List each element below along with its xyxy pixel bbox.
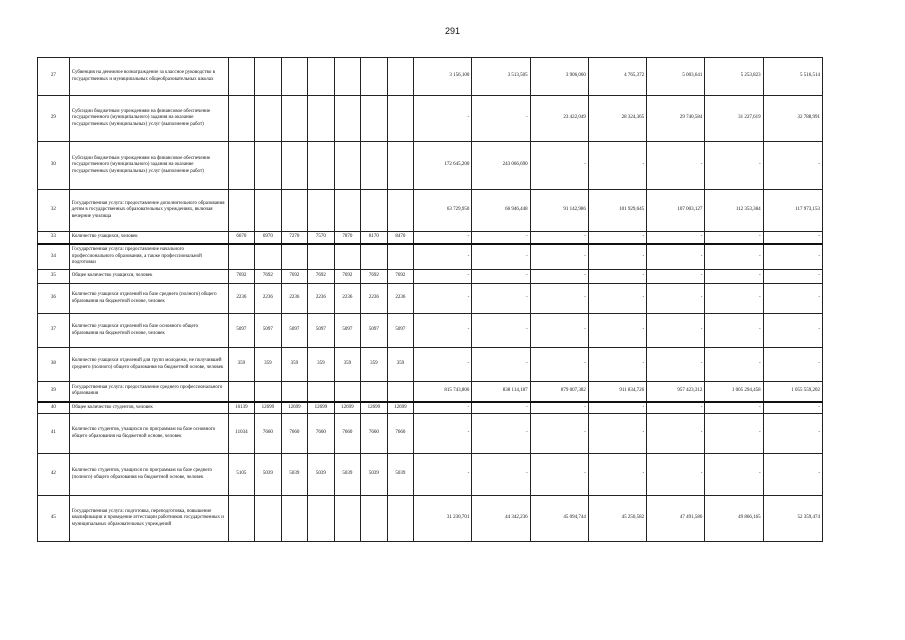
row-description: Количество учащихся отделений для групп молодежи, не получившей среднего (полного) общего образования на бюджетной основе, человек [69,348,228,382]
count-cell: 5097 [334,314,360,348]
amount-cell: - [530,270,588,284]
count-cell: 359 [308,348,334,382]
count-cell: 5039 [255,454,281,496]
count-cell: 7660 [281,414,307,454]
amount-cell: - [705,402,763,414]
amount-cell: - [647,314,705,348]
amount-cell: - [588,232,646,244]
row-number: 30 [38,142,70,190]
amount-cell: - [588,284,646,314]
row-number: 29 [38,96,70,142]
count-cell: 12699 [334,402,360,414]
amount-cell: 66 946,448 [472,190,530,232]
count-cell [281,244,307,270]
amount-cell: - [763,402,822,414]
table-row [38,414,823,454]
count-cell [387,496,413,542]
amount-cell: - [647,414,705,454]
amount-cell: - [588,414,646,454]
count-cell: 359 [255,348,281,382]
count-cell: 2236 [228,284,254,314]
count-cell: 7692 [387,270,413,284]
count-cell: 359 [361,348,387,382]
count-cell: 7692 [281,270,307,284]
amount-cell: 29 740,584 [647,96,705,142]
amount-cell: 52 359,474 [763,496,822,542]
amount-cell: - [705,414,763,454]
count-cell [387,96,413,142]
amount-cell: - [705,270,763,284]
row-number: 37 [38,314,70,348]
row-number: 41 [38,414,70,454]
count-cell [281,96,307,142]
count-cell: 7660 [308,414,334,454]
count-cell: 359 [334,348,360,382]
amount-cell: - [414,414,472,454]
row-number: 32 [38,190,70,232]
amount-cell: - [647,402,705,414]
amount-cell: - [763,314,822,348]
amount-cell: 31 230,701 [414,496,472,542]
row-number: 34 [38,244,70,270]
amount-cell: - [647,284,705,314]
amount-cell: - [530,414,588,454]
amount-cell: - [530,402,588,414]
row-number: 27 [38,58,70,96]
count-cell [361,58,387,96]
count-cell [361,496,387,542]
amount-cell: 45 250,582 [588,496,646,542]
row-description: Количество студентов, учащихся по программам на базе основного общего образования на бюджетной основе, человек [69,414,228,454]
table-row [38,314,823,348]
amount-cell: - [530,244,588,270]
count-cell: 5097 [387,314,413,348]
count-cell: 7692 [361,270,387,284]
count-cell: 11034 [228,414,254,454]
count-cell: 359 [228,348,254,382]
count-cell: 2236 [361,284,387,314]
amount-cell: - [414,270,472,284]
count-cell [387,382,413,402]
table-row [38,244,823,270]
amount-cell: - [472,270,530,284]
count-cell: 6970 [255,232,281,244]
table-body [38,58,823,542]
count-cell: 6670 [228,232,254,244]
count-cell: 5097 [255,314,281,348]
table-row [38,270,823,284]
amount-cell: 879 007,382 [530,382,588,402]
amount-cell: - [414,244,472,270]
count-cell [308,58,334,96]
amount-cell: 3 906,060 [530,58,588,96]
count-cell [387,142,413,190]
table-row [38,348,823,382]
count-cell [308,142,334,190]
row-description: Количество учащихся отделений на базе среднего (полного) общего образования на бюджетной основе, человек [69,284,228,314]
amount-cell: 47 491,586 [647,496,705,542]
amount-cell: - [414,454,472,496]
amount-cell: 117 973,153 [763,190,822,232]
amount-cell: - [588,348,646,382]
amount-cell: 49 866,165 [705,496,763,542]
amount-cell: - [763,414,822,454]
amount-cell: - [705,348,763,382]
row-number: 45 [38,496,70,542]
count-cell: 7570 [308,232,334,244]
count-cell: 359 [387,348,413,382]
count-cell: 12699 [281,402,307,414]
amount-cell: 1 005 294,458 [705,382,763,402]
count-cell [228,58,254,96]
count-cell [308,382,334,402]
count-cell: 8170 [361,232,387,244]
amount-cell: - [414,402,472,414]
row-description: Государственная услуга: подготовка, переподготовка, повышение квалификации и проведение аттестации работников государственных и муниципальных образовательных учреждений [69,496,228,542]
count-cell: 7660 [387,414,413,454]
count-cell [308,96,334,142]
amount-cell: - [705,314,763,348]
row-description: Общее количество учащихся, человек [69,270,228,284]
count-cell [255,496,281,542]
count-cell: 12699 [361,402,387,414]
count-cell [361,382,387,402]
amount-cell: 1 055 559,202 [763,382,822,402]
table-row [38,142,823,190]
count-cell: 7692 [228,270,254,284]
count-cell [255,58,281,96]
count-cell: 8470 [387,232,413,244]
count-cell: 5039 [334,454,360,496]
amount-cell: - [472,284,530,314]
table-row [38,402,823,414]
count-cell [361,142,387,190]
amount-cell: 32 788,991 [763,96,822,142]
amount-cell: - [763,270,822,284]
count-cell: 7660 [334,414,360,454]
count-cell [334,96,360,142]
count-cell [308,496,334,542]
count-cell [308,190,334,232]
count-cell: 5105 [228,454,254,496]
count-cell: 5039 [281,454,307,496]
amount-cell: - [763,142,822,190]
count-cell [228,496,254,542]
row-number: 35 [38,270,70,284]
count-cell: 2236 [308,284,334,314]
row-number: 39 [38,382,70,402]
amount-cell: 957 423,312 [647,382,705,402]
amount-cell: 91 142,986 [530,190,588,232]
amount-cell: - [530,142,588,190]
amount-cell: 107 003,127 [647,190,705,232]
count-cell [334,142,360,190]
count-cell [281,496,307,542]
count-cell: 7270 [281,232,307,244]
table-row [38,58,823,96]
amount-cell: - [705,142,763,190]
count-cell: 5039 [387,454,413,496]
count-cell [361,96,387,142]
row-description: Государственная услуга: предоставление среднего профессионального образования [69,382,228,402]
count-cell [281,382,307,402]
row-number: 36 [38,284,70,314]
amount-cell: - [705,244,763,270]
amount-cell: - [763,244,822,270]
count-cell [334,496,360,542]
table-row [38,496,823,542]
count-cell [334,58,360,96]
amount-cell: 4 765,372 [588,58,646,96]
amount-cell: - [472,96,530,142]
table-row [38,382,823,402]
amount-cell: - [763,232,822,244]
amount-cell: - [472,232,530,244]
count-cell: 7660 [255,414,281,454]
count-cell: 359 [281,348,307,382]
count-cell [255,382,281,402]
row-description: Количество учащихся, человек [69,232,228,244]
amount-cell: 5 003,641 [647,58,705,96]
amount-cell: - [647,454,705,496]
amount-cell: - [588,454,646,496]
amount-cell: 45 094,744 [530,496,588,542]
row-description: Государственная услуга: предоставление начального профессионального образования, а также профессиональной подготовки [69,244,228,270]
amount-cell: 28 324,365 [588,96,646,142]
count-cell: 5039 [361,454,387,496]
count-cell: 5097 [308,314,334,348]
count-cell [228,96,254,142]
count-cell [281,190,307,232]
amount-cell: - [588,244,646,270]
amount-cell: - [763,348,822,382]
table-row [38,96,823,142]
amount-cell: 101 929,645 [588,190,646,232]
amount-cell: 911 834,726 [588,382,646,402]
amount-cell: - [530,314,588,348]
count-cell [334,382,360,402]
row-number: 42 [38,454,70,496]
amount-cell: - [647,232,705,244]
amount-cell: - [647,270,705,284]
count-cell [334,190,360,232]
count-cell: 7692 [334,270,360,284]
count-cell [387,58,413,96]
amount-cell: - [530,454,588,496]
count-cell [308,244,334,270]
amount-cell: 838 114,187 [472,382,530,402]
row-description: Субсидии бюджетным учреждениям на финансовое обеспечение государственного (муниципального) задания на оказание государственных (муниципальных) услуг (выполнение работ) [69,96,228,142]
count-cell: 12699 [387,402,413,414]
amount-cell: - [472,314,530,348]
count-cell [228,190,254,232]
amount-cell: 3 156,100 [414,58,472,96]
row-description: Количество студентов, учащихся по программам на базе среднего (полного) общего образования на бюджетной основе, человек [69,454,228,496]
amount-cell: 815 743,806 [414,382,472,402]
amount-cell: - [647,244,705,270]
row-number: 40 [38,402,70,414]
count-cell [255,190,281,232]
count-cell [255,96,281,142]
count-cell [255,142,281,190]
table-row [38,232,823,244]
count-cell [255,244,281,270]
amount-cell: - [472,454,530,496]
count-cell: 5039 [308,454,334,496]
amount-cell: 172 645,200 [414,142,472,190]
amount-cell: 44 342,236 [472,496,530,542]
count-cell: 7660 [361,414,387,454]
count-cell: 5097 [361,314,387,348]
table-row [38,454,823,496]
row-description: Количество учащихся отделений на базе основного общего образования на бюджетной основе, человек [69,314,228,348]
amount-cell: - [530,284,588,314]
amount-cell: 3 513,505 [472,58,530,96]
amount-cell: - [472,244,530,270]
budget-table [37,57,823,542]
row-description: Субвенция на денежное вознаграждение за классное руководство в государственных и муниципальных общеобразовательных школах [69,58,228,96]
amount-cell: - [414,314,472,348]
count-cell: 2236 [281,284,307,314]
amount-cell: - [472,348,530,382]
amount-cell: 5 253,823 [705,58,763,96]
count-cell [334,244,360,270]
count-cell [228,142,254,190]
count-cell [228,382,254,402]
count-cell: 12699 [308,402,334,414]
amount-cell: - [588,270,646,284]
count-cell: 7692 [308,270,334,284]
amount-cell: - [472,402,530,414]
count-cell: 16139 [228,402,254,414]
amount-cell: - [414,284,472,314]
table-row [38,190,823,232]
count-cell: 2236 [255,284,281,314]
amount-cell: - [705,454,763,496]
row-description: Субсидии бюджетным учреждениям на финансовое обеспечение государственного (муниципального) задания на оказание государственных (муниципальных) услуг (выполнение работ) [69,142,228,190]
amount-cell: - [763,454,822,496]
count-cell: 12699 [255,402,281,414]
count-cell: 5097 [281,314,307,348]
amount-cell: - [588,402,646,414]
amount-cell: 31 227,619 [705,96,763,142]
amount-cell: - [530,232,588,244]
count-cell: 7870 [334,232,360,244]
count-cell [281,142,307,190]
count-cell [228,244,254,270]
row-number: 38 [38,348,70,382]
amount-cell: 243 066,690 [472,142,530,190]
amount-cell: - [647,348,705,382]
amount-cell: - [763,284,822,314]
amount-cell: - [530,348,588,382]
count-cell: 7692 [255,270,281,284]
count-cell [281,58,307,96]
row-number: 33 [38,232,70,244]
amount-cell: - [414,96,472,142]
amount-cell: - [705,232,763,244]
count-cell [387,190,413,232]
amount-cell: 112 353,384 [705,190,763,232]
count-cell [387,244,413,270]
amount-cell: 5 516,514 [763,58,822,96]
amount-cell: - [414,348,472,382]
row-description: Общее количество студентов, человек [69,402,228,414]
count-cell: 2236 [387,284,413,314]
count-cell [361,244,387,270]
row-description: Государственная услуга: предоставление дополнительного образования детям в государственных образовательных учреждениях, включая вечерние училища [69,190,228,232]
amount-cell: - [472,414,530,454]
count-cell: 2236 [334,284,360,314]
count-cell [361,190,387,232]
page-number: 291 [444,26,461,36]
amount-cell: 63 729,950 [414,190,472,232]
amount-cell: - [588,314,646,348]
amount-cell: - [647,142,705,190]
count-cell: 5097 [228,314,254,348]
amount-cell: 23 422,049 [530,96,588,142]
amount-cell: - [705,284,763,314]
amount-cell: - [588,142,646,190]
table-row [38,284,823,314]
amount-cell: - [414,232,472,244]
